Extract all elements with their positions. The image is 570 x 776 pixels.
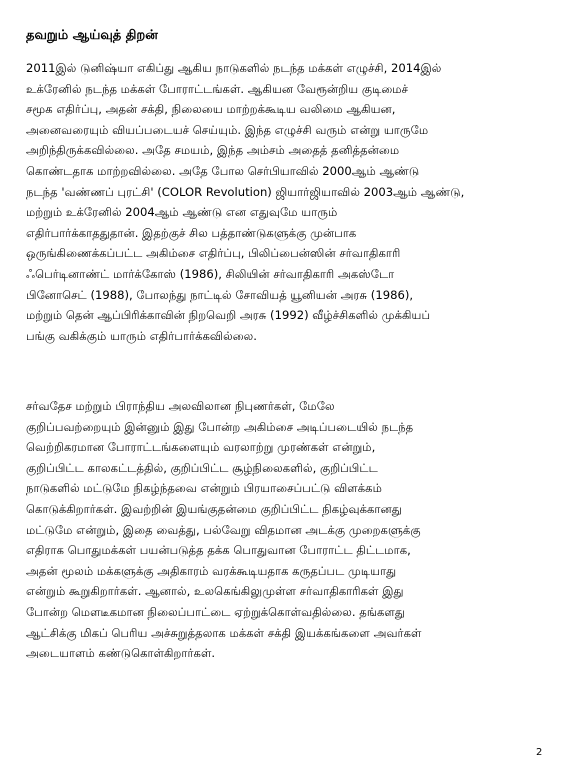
- paragraph-2: [26, 396, 551, 664]
- text-line: குறிப்பிட்ட காலகட்டத்தில், குறிப்பிட்ட சூழ்நிலைகளில், குறிப்பிட்ட: [26, 460, 378, 475]
- text-line: பங்கு வகிக்கும் யாரும் எதிர்பார்க்கவில்லை.: [26, 328, 257, 343]
- text-line: ஒருங்கிணைக்கப்பட்ட அகிம்சை எதிர்ப்பு, பிலிப்பைன்ஸின் சர்வாதிகாரி: [26, 246, 401, 261]
- text-line: அறிந்திருக்கவில்லை. அதே சமயம், இந்த அம்சம் அதைத் தனித்தன்மை: [26, 143, 400, 158]
- text-line: போன்ற மௌடீகமான நிலைப்பாட்டை ஏற்றுக்கொள்வதில்லை. தங்களது: [26, 604, 405, 619]
- text-line: சர்வதேச மற்றும் பிராந்திய அலவிலான நிபுணர்கள், மேலே: [26, 399, 335, 413]
- text-line: ஃபெர்டினாண்ட் மார்க்கோஸ் (1986), சிலியின் சர்வாதிகாரி அகஸ்டோ: [26, 266, 395, 281]
- text-line: அனைவரையும் வியப்படையச் செய்யும். இந்த எழுச்சி வரும் என்று யாருமே: [26, 122, 429, 137]
- text-line: நடந்த 'வண்ணப் புரட்சி' (COLOR Revolution) ஜியார்ஜியாவில் 2003ஆம் ஆண்டு,: [26, 184, 465, 199]
- text-line: குறிப்பவற்றையும் இன்னும் இது போன்ற அகிம்சை அடிப்படையில் நடந்த: [26, 419, 414, 434]
- page-number: 2: [536, 747, 543, 758]
- text-line: கொடுக்கிறார்கள். இவற்றின் இயங்குதன்மை குறிப்பிட்ட நிகழ்வுக்கானது: [26, 501, 402, 516]
- text-line: எதிர்பார்க்காததுதான். இதற்குச் சில பத்தாண்டுகளுக்கு முன்பாக: [26, 225, 357, 240]
- text-line: வெற்றிகரமான போராட்டங்களையும் வரலாற்று முரண்கள் என்றும்,: [26, 440, 376, 455]
- text-line: பினோசெட் (1988), போலந்து நாட்டில் சோவியத் யூனியன் அரசு (1986),: [26, 287, 414, 302]
- text-line: மற்றும் உக்ரேனில் 2004ஆம் ஆண்டு என எதுவுமே யாரும்: [26, 205, 338, 220]
- section-heading: தவறும் ஆய்வுத் திறன்: [26, 28, 158, 43]
- text-line: கொண்டதாக மாற்றவில்லை. அதே போல செர்பியாவில் 2000ஆம் ஆண்டு: [26, 163, 420, 178]
- text-line: அடையாளம் கண்டுகொள்கிறார்கள்.: [26, 646, 216, 661]
- text-line: நாடுகளில் மட்டுமே நிகழ்ந்தவை என்றும் பிரயாசைப்பட்டு விளக்கம்: [26, 481, 382, 496]
- text-line: மட்டுமே என்றும், இதை வைத்து, பல்வேறு விதமான அடக்கு முறைகளுக்கு: [26, 522, 421, 537]
- text-line: ஆட்சிக்கு மிகப் பெரிய அச்சுறுத்தலாக மக்கள் சக்தி இயக்கங்களை அவர்கள்: [26, 625, 422, 640]
- text-line: சமூக எதிர்ப்பு, அதன் சக்தி, நிலையை மாற்றக்கூடிய வலிமை ஆகியன,: [26, 102, 396, 117]
- text-line: உக்ரேனில் நடந்த மக்கள் போராட்டங்கள். ஆகியன வேரூன்றிய குடிமைச்: [26, 81, 409, 96]
- paragraph-1: [26, 58, 551, 346]
- text-line: அதன் மூலம் மக்களுக்கு அதிகாரம் வரக்கூடியதாக கருதப்பட முடியாது: [26, 563, 397, 578]
- text-line: 2011இல் டுனிஷ்யா எகிப்து ஆகிய நாடுகளில் நடந்த மக்கள் எழுச்சி, 2014இல்: [26, 61, 442, 75]
- text-line: எதிராக பொதுமக்கள் பயன்படுத்த தக்க பொதுவான போராட்ட திட்டமாக,: [26, 543, 411, 558]
- text-line: என்றும் கூறுகிறார்கள். ஆனால், உலகெங்கிலுமுள்ள சர்வாதிகாரிகள் இது: [26, 584, 404, 599]
- text-line: மற்றும் தென் ஆப்பிரிக்காவின் நிறவெறி அரசு (1992) வீழ்ச்சிகளில் முக்கியப்: [26, 308, 431, 323]
